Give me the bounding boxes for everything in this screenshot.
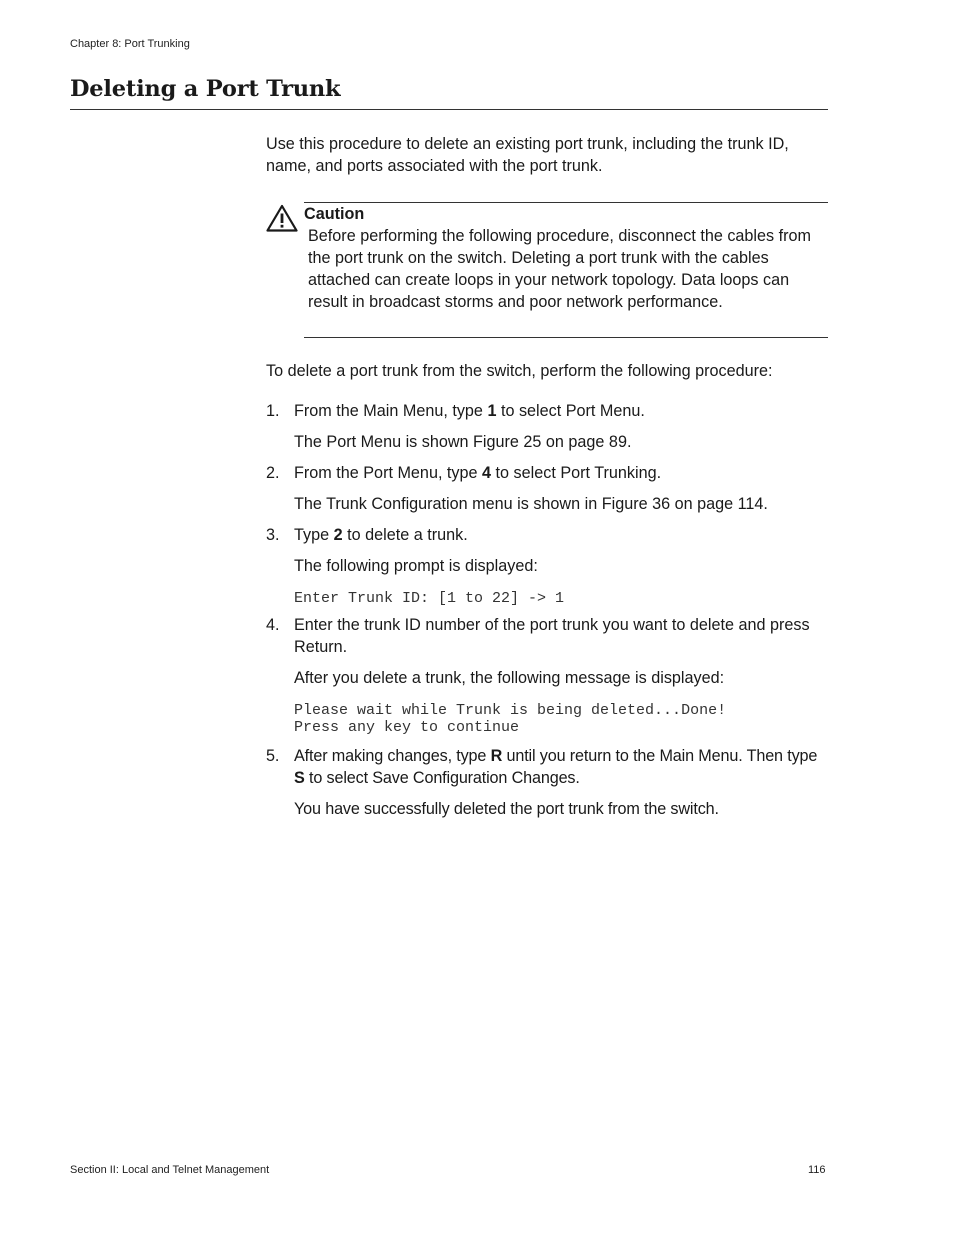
procedure-steps [266,400,832,820]
key-input: R [490,747,503,765]
step-1 [266,400,832,453]
page-number: 116 [808,1164,826,1176]
step-number: 1. [266,402,280,420]
step-number: 5. [266,747,280,765]
page-title: Deleting a Port Trunk [70,76,341,102]
caution-text: Before performing the following procedure, disconnect the cables from the port trunk on the switch. Deleting a port trunk with the cables attached can create loops in your network topology. Data loops can result in broadcast storms and poor network performance. [308,227,811,311]
running-header: Chapter 8: Port Trunking [70,38,190,50]
key-input: 1 [487,402,497,420]
caution-note [266,201,828,338]
step-result: The Trunk Configuration menu is shown in Figure 36 on page 114. [294,495,768,513]
key-input: 2 [333,526,343,544]
step-result: The Port Menu is shown Figure 25 on page 89. [294,433,632,451]
warning-triangle-icon [266,204,298,232]
step-4 [266,614,832,736]
step-instruction: Enter the trunk ID number of the port trunk you want to delete and press Return. [294,616,810,656]
step-5 [266,745,832,820]
step-number: 3. [266,526,280,544]
step-instruction: Type 2 to delete a trunk. [294,526,468,544]
step-result: You have successfully deleted the port trunk from the switch. [294,800,719,818]
caution-bottom-rule [304,337,828,338]
step-result: After you delete a trunk, the following message is displayed: [294,669,725,687]
intro-paragraph: Use this procedure to delete an existing port trunk, including the trunk ID, name, and ports associated with the port trunk. [266,135,789,175]
footer-section-title: Section II: Local and Telnet Management [70,1164,270,1176]
step-instruction: From the Port Menu, type 4 to select Port Trunking. [294,464,662,482]
terminal-prompt: Enter Trunk ID: [1 to 22] -> 1 [294,590,565,607]
step-number: 4. [266,616,280,634]
terminal-message [294,702,832,736]
terminal-line: Please wait while Trunk is being deleted...Done! [294,702,727,719]
step-2 [266,462,832,515]
step-number: 2. [266,464,280,482]
caution-label: Caution [304,205,365,223]
caution-top-rule [304,202,828,203]
terminal-line: Press any key to continue [294,719,520,736]
step-instruction: From the Main Menu, type 1 to select Port Menu. [294,402,645,420]
procedure-lead-in: To delete a port trunk from the switch, perform the following procedure: [266,362,773,380]
step-instruction: After making changes, type R until you return to the Main Menu. Then type S to select Save Configuration Changes. [294,747,818,787]
step-3 [266,524,832,607]
key-input: 4 [482,464,492,482]
key-input: S [294,769,305,787]
title-divider [70,109,828,110]
step-result: The following prompt is displayed: [294,557,538,575]
